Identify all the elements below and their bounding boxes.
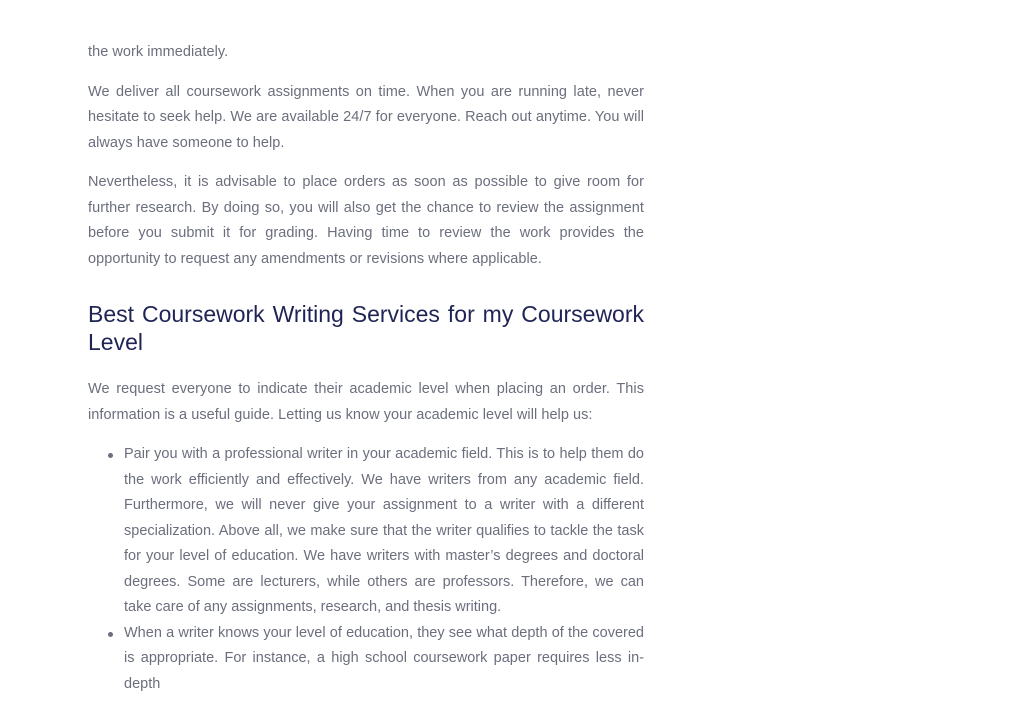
- benefits-list: [88, 442, 644, 697]
- section-heading: Best Coursework Writing Services for my Coursework Level: [88, 301, 644, 355]
- bullet-icon: [108, 632, 113, 637]
- list-item-text: When a writer knows your level of education, they see what depth of the covered is appropriate. For instance, a high school coursework paper requires less in-depth: [124, 624, 644, 692]
- article-body: [88, 40, 644, 697]
- list-item: [124, 621, 644, 698]
- paragraph-continuation: the work immediately.: [88, 44, 229, 60]
- paragraph-academic-level-intro: We request everyone to indicate their academic level when placing an order. This information is a useful guide. Letting us know your academic level will help us:: [88, 381, 644, 423]
- list-item-text: Pair you with a professional writer in your academic field. This is to help them do the work efficiently and effectively. We have writers from any academic field. Furthermore, we will never give your assignment to a writer with a different specialization. Above all, we make sure that the writer qualifies to tackle the task for your level of education. We have writers with master’s degrees and doctoral degrees. Some are lecturers, while others are professors. Therefore, we can take care of any assignments, research, and thesis writing.: [124, 446, 644, 615]
- paragraph-early-orders: Nevertheless, it is advisable to place orders as soon as possible to give room for further research. By doing so, you will also get the chance to review the assignment before you submit it for grading. Having time to review the work provides the opportunity to request any amendments or revisions where applicable.: [88, 174, 644, 267]
- bullet-icon: [108, 453, 113, 458]
- paragraph-on-time-delivery: We deliver all coursework assignments on time. When you are running late, never hesitate to seek help. We are available 24/7 for everyone. Reach out anytime. You will always have someone to help.: [88, 83, 644, 151]
- list-item: [124, 442, 644, 621]
